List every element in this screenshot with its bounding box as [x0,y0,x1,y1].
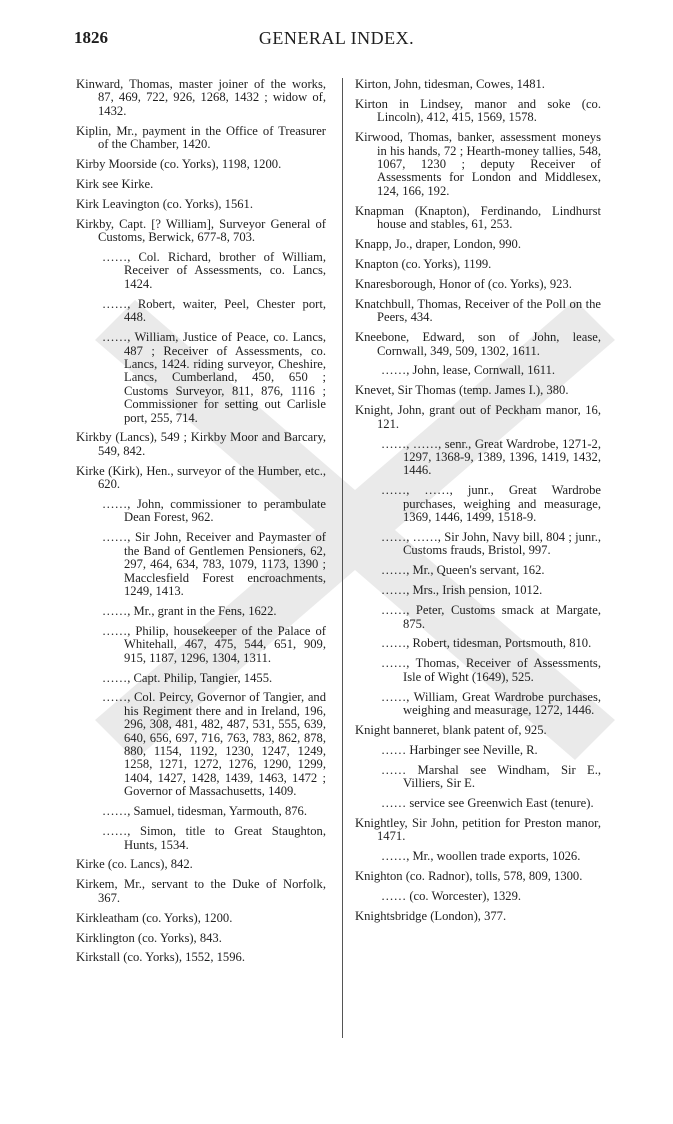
index-column-right [355,78,601,930]
index-entry: ……, William, Great Wardrobe purchases, weighing and measurage, 1272, 1446. [381,689,601,718]
index-entry: Kirton, John, tidesman, Cowes, 1481. [355,77,545,91]
index-entry: Kirkby, Capt. [? William], Surveyor General of Customs, Berwick, 677-8, 703. [76,216,326,245]
index-entry: ……, Philip, housekeeper of the Palace of Whitehall, 467, 475, 544, 651, 909, 915, 1187, 1296, 1304, 1311. [102,623,326,665]
index-entry: Knapp, Jo., draper, London, 990. [355,237,521,252]
index-entry: …… Marshal see Windham, Sir E., Villiers, Sir E. [381,762,601,791]
index-entry: Knightley, Sir John, petition for Preston manor, 1471. [355,815,601,844]
index-entry: …… service see Greenwich East (tenure). [381,796,594,811]
index-entry: ……, Sir John, Receiver and Paymaster of the Band of Gentlemen Pensioners, 62, 297, 464, 634, 783, 1079, 1173, 1390 ; Macclesfield Forest encroachments, 1249, 1413. [102,530,326,598]
index-entry: Kirwood, Thomas, banker, assessment moneys in his hands, 72 ; Hearth-money tallies, 548, 1067, 1230 ; deputy Receiver of Assessments for London and Middlesex, 124, 166, 192. [355,130,601,198]
index-entry: ……, Mr., Queen's servant, 162. [381,563,545,578]
index-entry: ……, ……, Sir John, Navy bill, 804 ; junr., Customs frauds, Bristol, 997. [381,529,601,558]
index-entry: Kirkem, Mr., servant to the Duke of Norfolk, 367. [76,877,326,905]
page-title: GENERAL INDEX. [258,28,415,48]
index-entry: Kirton in Lindsey, manor and soke (co. Lincoln), 412, 415, 1569, 1578. [355,96,601,125]
index-entry: Kirby Moorside (co. Yorks), 1198, 1200. [76,157,282,172]
index-entry: ……, Robert, waiter, Peel, Chester port, 448. [102,296,326,325]
index-entry: ……, Mr., grant in the Fens, 1622. [102,603,277,618]
index-entry: Kirke (co. Lancs), 842. [76,857,193,872]
index-entry: ……, Mrs., Irish pension, 1012. [381,583,543,598]
index-entry: Kirk see Kirke. [76,176,154,191]
index-entry: …… Harbinger see Neville, R. [381,742,538,757]
index-entry: Kirk Leavington (co. Yorks), 1561. [76,196,253,211]
index-entry: ……, Robert, tidesman, Portsmouth, 810. [381,636,592,651]
index-entry: …… (co. Worcester), 1329. [381,889,522,904]
index-entry: ……, Thomas, Receiver of Assessments, Isle of Wight (1649), 525. [381,656,601,684]
index-entry: Kneebone, Edward, son of John, lease, Cornwall, 349, 509, 1302, 1611. [355,330,601,358]
index-entry: Kinward, Thomas, master joiner of the works, 87, 469, 722, 926, 1268, 1432 ; widow of, 1432. [76,77,326,118]
index-entry: Knight banneret, blank patent of, 925. [355,722,547,737]
index-entry: ……, Mr., woollen trade exports, 1026. [381,849,581,864]
index-entry: ……, Peter, Customs smack at Margate, 875. [381,603,601,631]
index-entry: Kirkby (Lancs), 549 ; Kirkby Moor and Barcary, 549, 842. [76,430,326,458]
index-entry: ……, Simon, title to Great Staughton, Hunts, 1534. [102,824,326,852]
index-entry: ……, John, lease, Cornwall, 1611. [381,363,556,378]
index-entry: Knatchbull, Thomas, Receiver of the Poll on the Peers, 434. [355,296,601,325]
page-header [60,28,613,52]
index-entry: Knapton (co. Yorks), 1199. [355,256,492,271]
index-entry: Knevet, Sir Thomas (temp. James I.), 380. [355,383,569,398]
index-entry: Kirklington (co. Yorks), 843. [76,930,222,945]
index-entry: ……, Capt. Philip, Tangier, 1455. [102,670,273,685]
index-entry: ……, ……, junr., Great Wardrobe purchases, weighing and measurage, 1369, 1446, 1499, 1518-9. [381,483,601,525]
index-column-left [76,78,326,971]
index-entry: Knapman (Knapton), Ferdinando, Lindhurst house and stables, 61, 253. [355,203,601,232]
page-number: 1826 [74,28,108,47]
index-entry: ……, William, Justice of Peace, co. Lancs, 487 ; Receiver of Assessments, co. Lancs, 1424. riding surveyor, Cheshire, Lancs, Cumberland, 450, 650 ; Customs Surveyor, 811, 876, 1116 ; Commissioner for setting out Carlisle port, 255, 714. [102,330,326,425]
index-entry: Kirkstall (co. Yorks), 1552, 1596. [76,950,245,965]
index-entry: ……, ……, senr., Great Wardrobe, 1271-2, 1297, 1368-9, 1389, 1396, 1419, 1432, 1446. [381,436,601,478]
index-entry: Knightsbridge (London), 377. [355,909,507,923]
index-entry: ……, Samuel, tidesman, Yarmouth, 876. [102,804,307,819]
index-entry: Kiplin, Mr., payment in the Office of Treasurer of the Chamber, 1420. [76,123,326,152]
index-entry: Kirkleatham (co. Yorks), 1200. [76,910,233,925]
index-entry: Knighton (co. Radnor), tolls, 578, 809, 1300. [355,869,583,884]
index-entry: Knaresborough, Honor of (co. Yorks), 923. [355,276,572,291]
index-entry: ……, John, commissioner to perambulate Dean Forest, 962. [102,497,326,525]
column-divider [342,78,343,1038]
index-entry: ……, Col. Peircy, Governor of Tangier, and his Regiment there and in Ireland, 196, 296, 308, 481, 482, 487, 531, 555, 639, 640, 656, 697, 716, 763, 783, 862, 878, 880, 1154, 1192, 1230, 1247, 1249, 1258, 1271, 1272, 1276, 1290, 1299, 1404, 1427, 1428, 1439, 1463, 1472 ; Governor of Massachusetts, 1409. [102,690,326,799]
index-entry: Knight, John, grant out of Peckham manor, 16, 121. [355,403,601,431]
index-entry: Kirke (Kirk), Hen., surveyor of the Humber, etc., 620. [76,463,326,492]
index-entry: ……, Col. Richard, brother of William, Receiver of Assessments, co. Lancs, 1424. [102,250,326,291]
